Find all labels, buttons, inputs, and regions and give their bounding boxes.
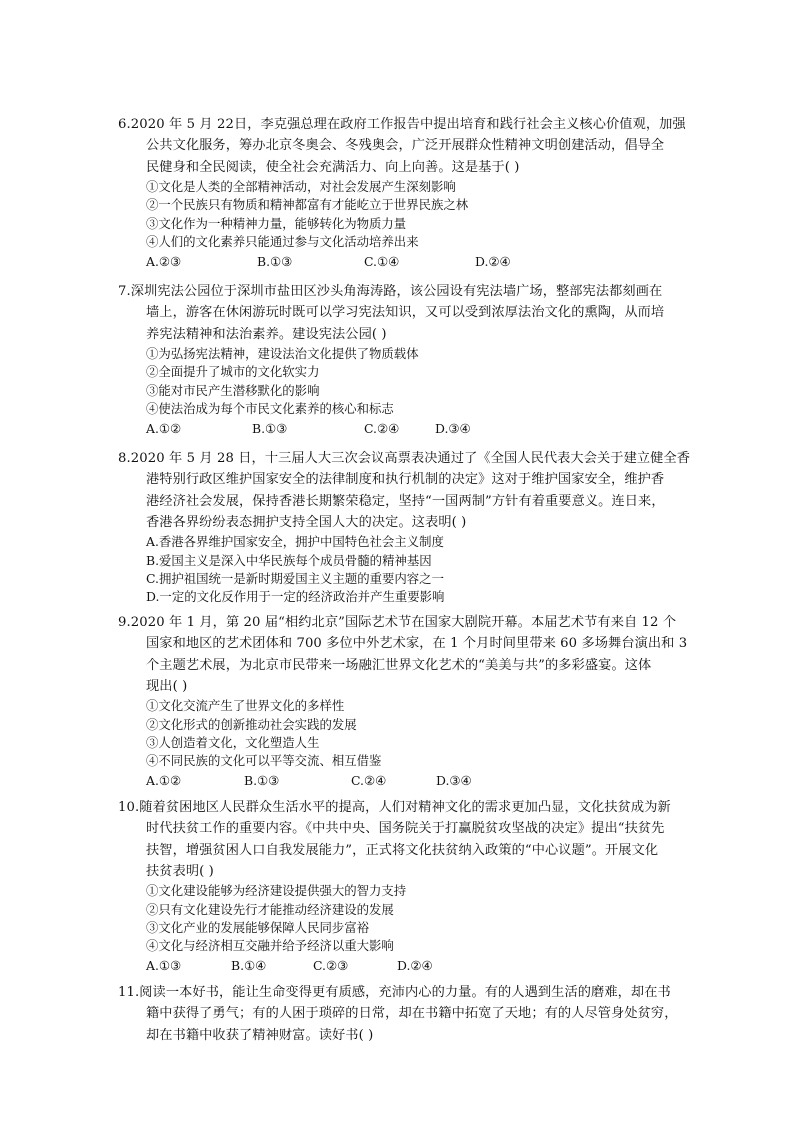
- answer-choice-b: B.①③: [257, 253, 293, 269]
- answer-choices: [118, 956, 704, 975]
- question-stem-line: 公共文化服务，筹办北京冬奥会、冬残奥会，广泛开展群众性精神文明创建活动，倡导全: [146, 138, 665, 154]
- answer-choice-b: B.①④: [231, 957, 267, 973]
- question-7: [118, 281, 704, 438]
- question-stem-line: 6.2020 年 5 月 22日，李克强总理在政府工作报告中提出培育和践行社会主义核心价值观，加强: [118, 117, 686, 132]
- statement-option: A.香港各界维护国家安全，拥护中国特色社会主义制度: [146, 534, 444, 550]
- question-stem-line: 现出( ): [146, 678, 188, 694]
- statement-option: ③人创造着文化，文化塑造人生: [146, 735, 320, 750]
- question-stem-line: 国家和地区的艺术团体和 700 多位中外艺术家，在 1 个月时间里带来 60 多场舞台演出和 3: [146, 636, 688, 652]
- answer-choice-d: D.③④: [435, 420, 471, 436]
- question-stem-line: 港特别行政区维护国家安全的法律制度和执行机制的决定》这对于维护国家安全，维护香: [146, 472, 665, 488]
- question-11: [118, 982, 704, 1046]
- answer-choice-d: D.③④: [436, 772, 472, 788]
- statement-option: ②只有文化建设先行才能推动经济建设的发展: [146, 901, 394, 917]
- answer-choice-d: D.②④: [397, 957, 433, 973]
- question-stem-line: 墙上，游客在休闲游玩时既可以学习宪法知识，又可以受到浓厚法治文化的熏陶，从而培: [146, 305, 665, 321]
- question-stem-line: 7.深圳宪法公园位于深圳市盐田区沙头角海涛路，该公园设有宪法墙广场，整部宪法都刻画在: [118, 284, 663, 299]
- answer-choice-c: C.②④: [351, 772, 387, 788]
- statement-option: ②文化形式的创新推动社会实践的发展: [146, 716, 357, 732]
- answer-choice-d: D.②④: [475, 253, 511, 269]
- answer-choice-c: C.②④: [364, 420, 400, 436]
- question-stem-line: 11.阅读一本好书，能让生命变得更有质感，充沛内心的力量。有的人遇到生活的磨难，却在书: [118, 985, 671, 1000]
- question-stem-line: 养宪法精神和法治素养。建设宪法公园( ): [146, 326, 387, 342]
- answer-choices: [118, 419, 704, 438]
- question-6: [118, 114, 704, 271]
- question-10: [118, 797, 704, 975]
- statement-option: ④使法治成为每个市民文化素养的核心和标志: [146, 401, 394, 417]
- question-stem-line: 香港各界纷纷表态拥护支持全国人大的决定。这表明( ): [146, 514, 467, 530]
- answer-choice-c: C.①④: [364, 253, 400, 269]
- question-stem-line: 9.2020 年 1 月，第 20 届“相约北京”国际艺术节在国家大剧院开幕。本届艺术节有来自 12 个: [118, 615, 677, 630]
- question-stem-line: 港经济社会发展，保持香港长期繁荣稳定，坚持“一国两制”方针有着重要意义。连日来，: [146, 493, 665, 509]
- question-stem-line: 8.2020 年 5 月 28 日，十三届人大三次会议高票表决通过了《全国人民代表大会关于建立健全香: [118, 451, 691, 466]
- question-stem-line: 民健身和全民阅读，使全社会充满活力、向上向善。这是基于( ): [146, 159, 520, 175]
- question-stem-line: 扶智，增强贫困人口自我发展能力”，正式将文化扶贫纳入政策的“中心议题”。开展文化: [146, 842, 659, 858]
- statement-option: ①文化建设能够为经济建设提供强大的智力支持: [146, 883, 407, 899]
- answer-choice-a: A.①③: [146, 957, 182, 973]
- statement-option: ②一个民族只有物质和精神都富有才能屹立于世界民族之林: [146, 197, 469, 213]
- statement-option: D.一定的文化反作用于一定的经济政治并产生重要影响: [146, 589, 445, 605]
- statement-option: ①文化是人类的全部精神活动，对社会发展产生深刻影响: [146, 178, 456, 194]
- answer-choices: [118, 252, 704, 271]
- statement-option: ①文化交流产生了世界文化的多样性: [146, 698, 345, 714]
- answer-choice-c: C.②③: [313, 957, 349, 973]
- answer-choice-b: B.①③: [244, 772, 280, 788]
- statement-option: ④人们的文化素养只能通过参与文化活动培养出来: [146, 234, 419, 250]
- statement-option: ③文化产业的发展能够保障人民同步富裕: [146, 920, 370, 935]
- answer-choice-a: A.②③: [146, 253, 182, 269]
- statement-option: B.爱国主义是深入中华民族每个成员骨髓的精神基因: [146, 552, 432, 568]
- statement-option: ③能对市民产生潜移默化的影响: [146, 382, 320, 398]
- question-stem-line: 10.随着贫困地区人民群众生活水平的提高，人们对精神文化的需求更加凸显，文化扶贫成为新: [118, 800, 671, 815]
- statement-option: ②全面提升了城市的文化软实力: [146, 364, 320, 380]
- statement-option: ③文化作为一种精神力量，能够转化为物质力量: [146, 215, 407, 231]
- question-stem-line: 籍中获得了勇气；有的人困于琐碎的日常，却在书籍中拓宽了天地；有的人尽管身处贫穷，: [146, 1006, 678, 1022]
- statement-option: ④不同民族的文化可以平等交流、相互借鉴: [146, 753, 382, 769]
- question-stem-line: 个主题艺术展，为北京市民带来一场融汇世界文化艺术的“美美与共”的多彩盛宴。这体: [146, 657, 652, 673]
- question-8: [118, 448, 704, 607]
- statement-option: C.拥护祖国统一是新时期爱国主义主题的重要内容之一: [146, 571, 444, 586]
- question-stem-line: 扶贫表明( ): [146, 863, 214, 879]
- statement-option: ①为弘扬宪法精神，建设法治文化提供了物质载体: [146, 345, 419, 361]
- answer-choices: [118, 771, 704, 790]
- answer-choice-a: A.①②: [146, 420, 182, 436]
- statement-option: ④文化与经济相互交融并给予经济以重大影响: [146, 938, 394, 954]
- answer-choice-b: B.①③: [252, 420, 288, 436]
- question-9: [118, 612, 704, 790]
- question-stem-line: 时代扶贫工作的重要内容。《中共中央、国务院关于打赢脱贫攻坚战的决定》提出“扶贫先: [146, 821, 665, 837]
- question-stem-line: 却在书籍中收获了精神财富。读好书( ): [146, 1027, 374, 1043]
- answer-choice-a: A.①②: [146, 772, 182, 788]
